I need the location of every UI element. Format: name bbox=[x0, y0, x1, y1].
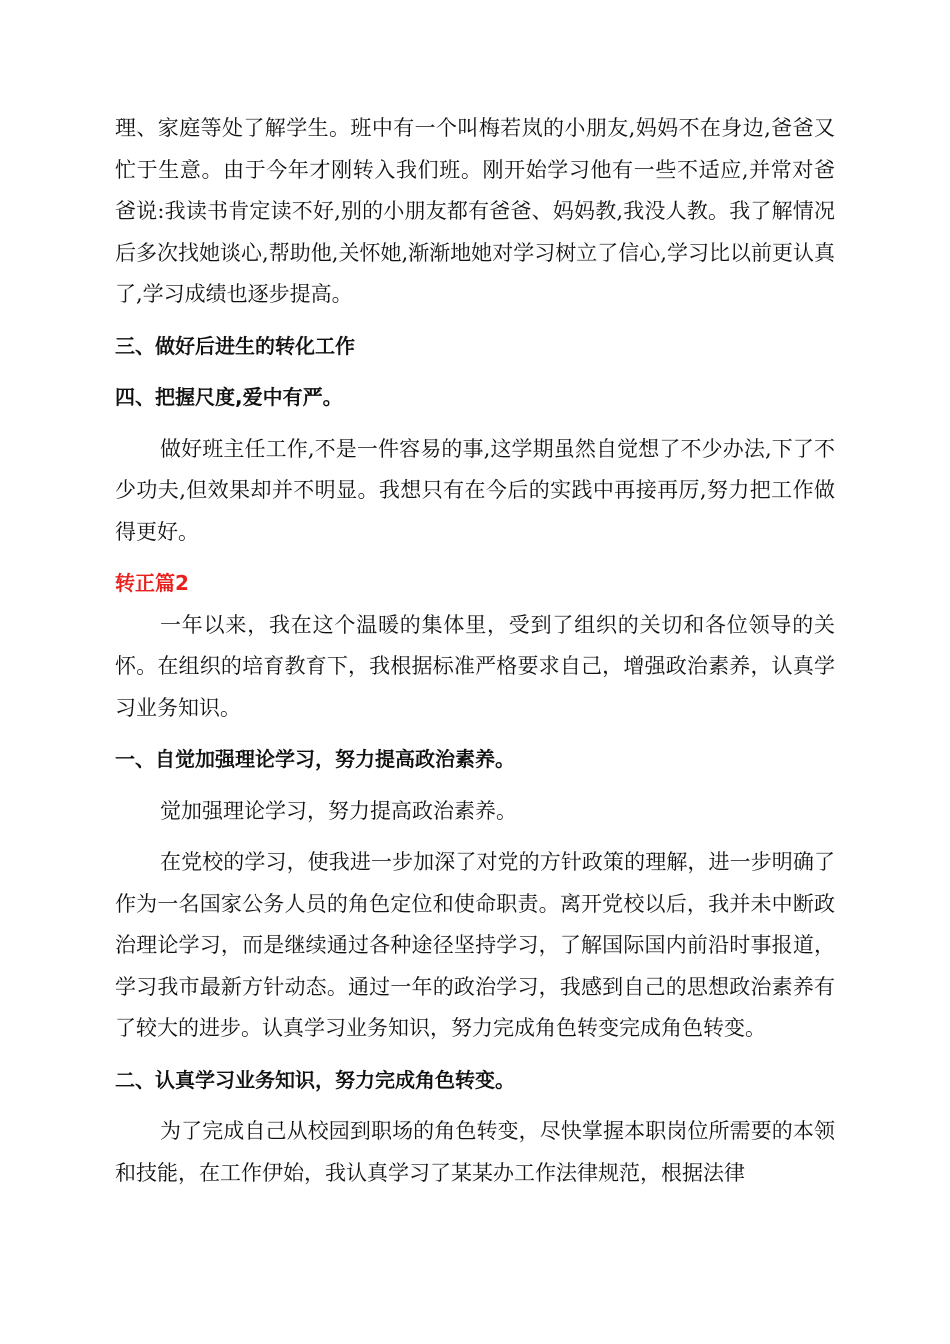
heading-one: 一、自觉加强理论学习，努力提高政治素养。 bbox=[115, 747, 515, 771]
document-body bbox=[115, 108, 835, 1194]
heading-4: 四、把握尺度,爱中有严。 bbox=[115, 385, 343, 409]
paragraph: 为了完成自己从校园到职场的角色转变，尽快掌握本职岗位所需要的本领和技能，在工作伊始，我认真学习了某某办工作法律规范，根据法律 bbox=[115, 1119, 835, 1185]
heading-3: 三、做好后进生的转化工作 bbox=[115, 333, 355, 358]
paragraph: 觉加强理论学习，努力提高政治素养。 bbox=[160, 798, 517, 823]
paragraph: 做好班主任工作,不是一件容易的事,这学期虽然自觉想了不少办法,下了不少功夫,但效果却并不明显。我想只有在今后的实践中再接再厉,努力把工作做得更好。 bbox=[115, 436, 835, 544]
section-title: 转正篇2 bbox=[115, 571, 189, 595]
paragraph: 理、家庭等处了解学生。班中有一个叫梅若岚的小朋友,妈妈不在身边,爸爸又忙于生意。由于今年才刚转入我们班。刚开始学习他有一些不适应,并常对爸爸说:我读书肯定读不好,别的小朋友都有爸爸、妈妈教,我没人教。我了解情况后多次找她谈心,帮助他,关怀她,渐渐地她对学习树立了信心,学习比以前更认真了,学习成绩也逐步提高。 bbox=[115, 116, 835, 306]
paragraph: 一年以来，我在这个温暖的集体里，受到了组织的关切和各位领导的关怀。在组织的培育教育下，我根据标准严格要求自己，增强政治素养，认真学习业务知识。 bbox=[115, 612, 835, 720]
heading-two: 二、认真学习业务知识，努力完成角色转变。 bbox=[115, 1067, 515, 1092]
paragraph: 在党校的学习，使我进一步加深了对党的方针政策的理解，进一步明确了作为一名国家公务人员的角色定位和使命职责。离开党校以后，我并未中断政治理论学习，而是继续通过各种途径坚持学习，了解国际国内前沿时事报道，学习我市最新方针动态。通过一年的政治学习，我感到自己的思想政治素养有了较大的进步。认真学习业务知识，努力完成角色转变完成角色转变。 bbox=[115, 850, 835, 1040]
